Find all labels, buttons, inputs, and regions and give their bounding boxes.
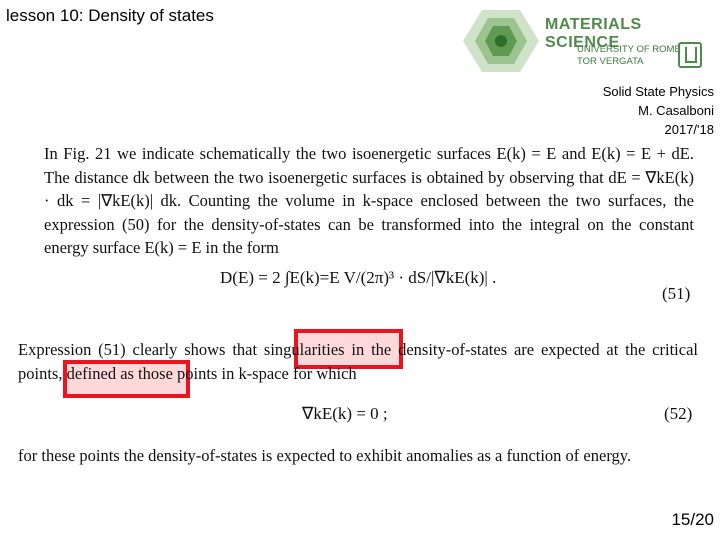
paragraph-2: Expression (51) clearly shows that singularities in the density-of-states are expected at the critical points, defined as those points in k-space for which: [18, 340, 698, 383]
paragraph-3: for these points the density-of-states is expected to exhibit anomalies as a function of energy.: [18, 446, 632, 465]
paragraph-1: In Fig. 21 we indicate schematically the two isoenergetic surfaces E(k) = E and E(k) = E + dE. The distance dk between the two isoenergetic surfaces is obtained by observing that dE = ∇kE(k) · dk = |∇kE(k)| dk. Counting the volume in k-space enclosed between the two surfaces, the expression (50) for the density-of-states can be transformed into the integral on the constant energy surface E(k) = E in the form: [44, 144, 694, 257]
hexagon-logo-icon: [462, 8, 540, 74]
equation-52-number: (52): [664, 404, 693, 423]
slide-title: lesson 10: Density of states: [6, 6, 214, 25]
page-number: 15/20: [671, 510, 714, 529]
university-badge-icon: [678, 42, 702, 68]
logo-title: MATERIALS SCIENCE: [545, 16, 642, 51]
academic-year: 2017/'18: [664, 122, 714, 137]
course-name: Solid State Physics: [602, 84, 714, 99]
lecturer-name: M. Casalboni: [638, 103, 714, 118]
equation-51-number: (51): [662, 284, 691, 303]
equation-52: ∇kE(k) = 0 ;: [302, 404, 388, 423]
equation-51: D(E) = 2 ∫E(k)=E V/(2π)³ · dS/|∇kE(k)| .: [220, 268, 497, 287]
course-info: [603, 82, 714, 139]
logo-subtitle-1: UNIVERSITY OF ROME: [577, 44, 681, 55]
logo-subtitle-2: TOR VERGATA: [577, 56, 644, 67]
